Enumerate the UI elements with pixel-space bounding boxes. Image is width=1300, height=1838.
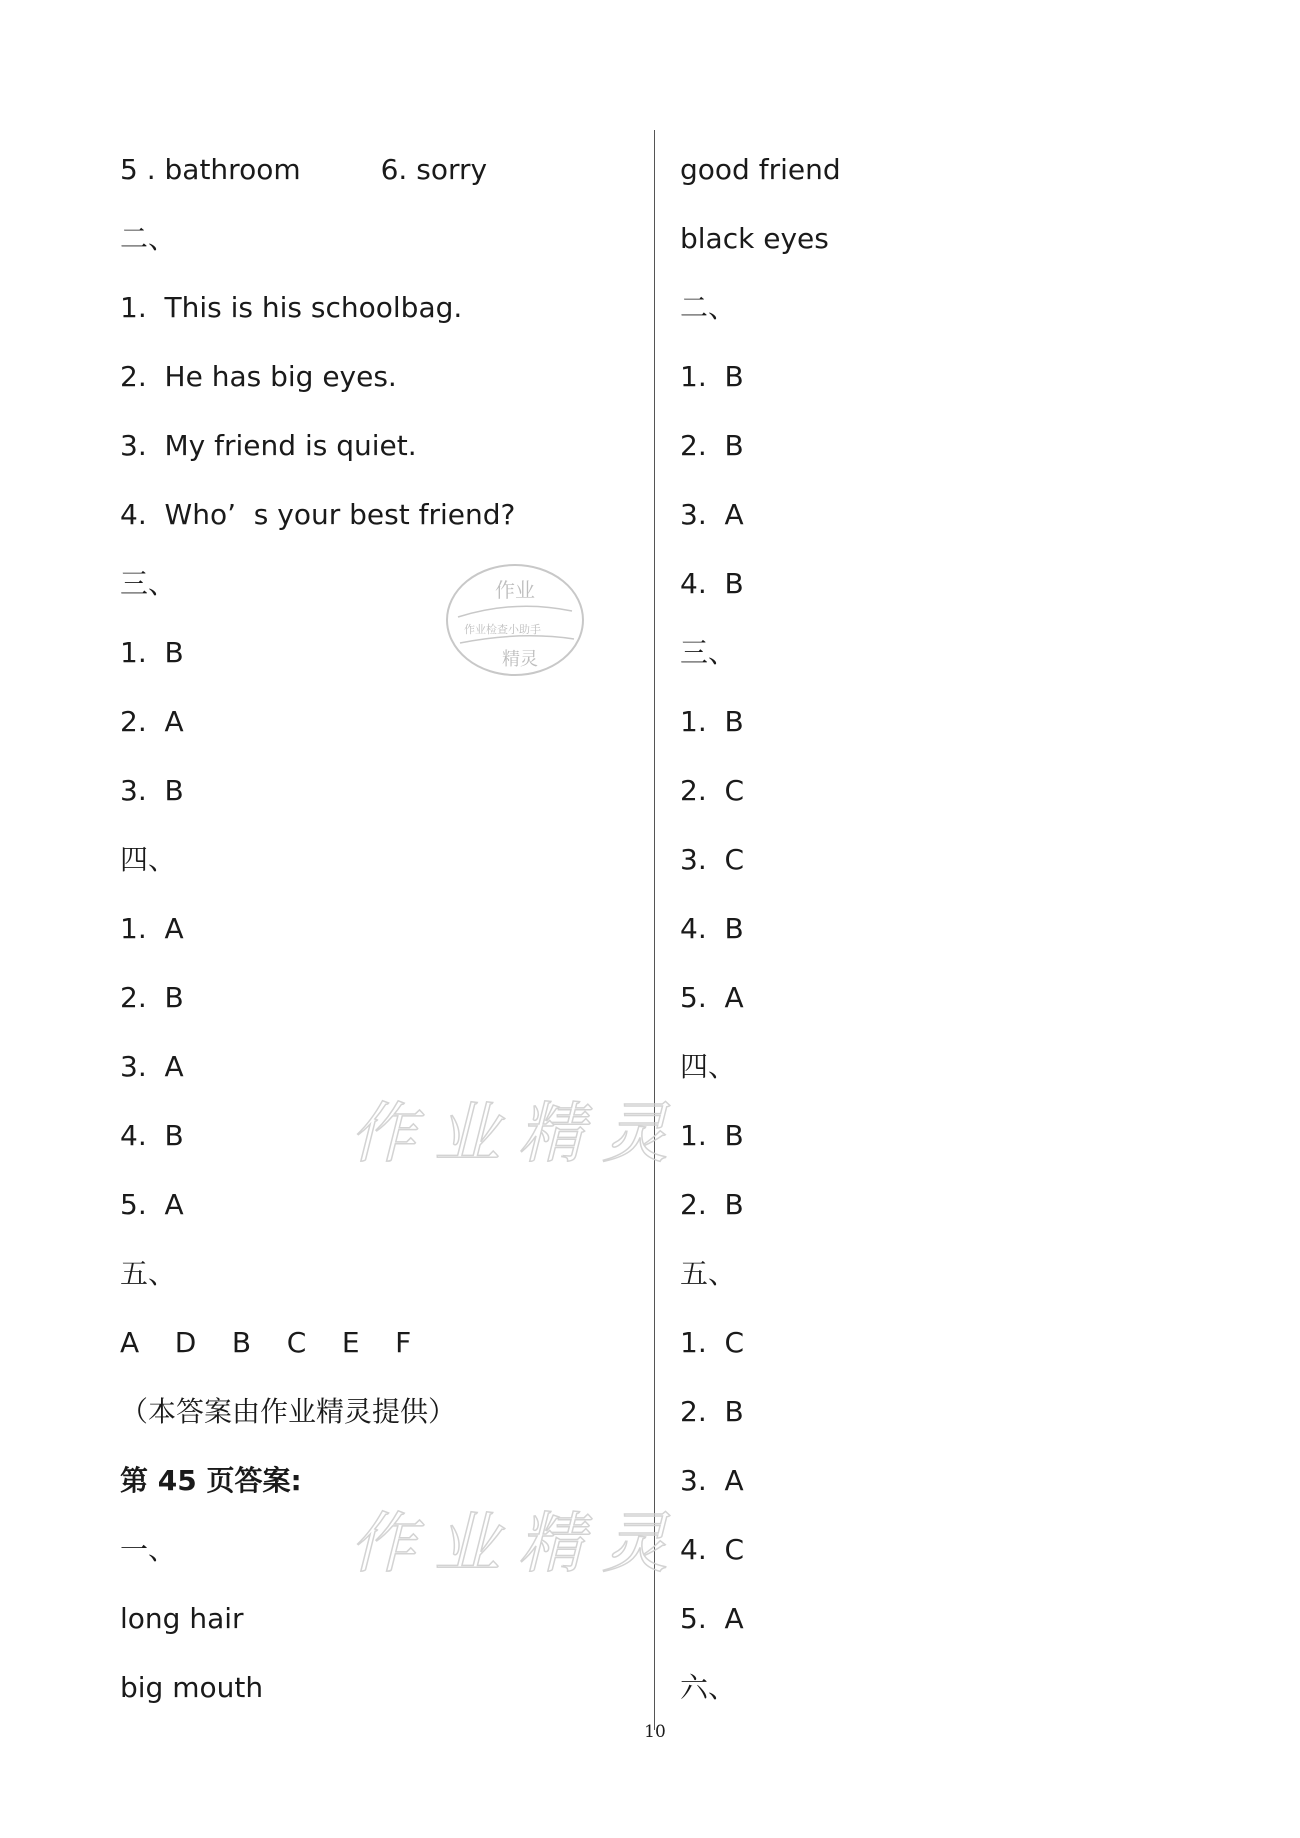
section-heading: 三、 <box>680 636 737 669</box>
answer-line: 2. B <box>120 981 184 1014</box>
left-answer-column <box>120 140 640 1727</box>
answer-line: 4. Who’ s your best friend? <box>120 498 516 531</box>
section-heading: 二、 <box>120 222 177 255</box>
answer-line: 3. B <box>120 774 184 807</box>
section-heading: 四、 <box>680 1050 737 1083</box>
answer-line: 2. He has big eyes. <box>120 360 397 393</box>
answer-line: 1. B <box>680 705 744 738</box>
answer-line: 4. C <box>680 1533 745 1566</box>
section-heading: 五、 <box>680 1257 737 1290</box>
section-heading: 四、 <box>120 843 177 876</box>
stamp-middle-text: 作业检查小助手 <box>464 623 541 636</box>
answer-line: 3. A <box>680 1464 744 1497</box>
answer-line: 2. B <box>680 429 744 462</box>
answer-line: 4. B <box>120 1119 184 1152</box>
section-heading: 二、 <box>680 291 737 324</box>
answer-line: 2. A <box>120 705 184 738</box>
answer-line: 1. A <box>120 912 184 945</box>
stamp-bottom-text: 精灵 <box>502 649 538 670</box>
section-heading: 一、 <box>120 1533 177 1566</box>
section-heading: 五、 <box>120 1257 177 1290</box>
answer-line: 3. A <box>120 1050 184 1083</box>
answer-line: A D B C E F <box>120 1326 412 1359</box>
right-answer-column <box>680 140 1200 1727</box>
answer-line: 3. C <box>680 843 745 876</box>
stamp-band-top <box>458 606 572 617</box>
section-heading: 六、 <box>680 1671 737 1704</box>
answer-line: long hair <box>120 1602 244 1635</box>
answer-item: 6. sorry <box>380 153 488 186</box>
answer-line: 5. A <box>680 1602 744 1635</box>
answer-line: 2. B <box>680 1188 744 1221</box>
answer-line: 1. B <box>680 1119 744 1152</box>
answer-line: 1. This is his schoolbag. <box>120 291 463 324</box>
answer-line: good friend <box>680 153 841 186</box>
answer-line: 5. A <box>680 981 744 1014</box>
answer-line: 3. My friend is quiet. <box>120 429 417 462</box>
answer-line: 4. B <box>680 912 744 945</box>
answer-item: 5 . bathroom <box>120 153 301 186</box>
page-number: 10 <box>644 1722 666 1742</box>
answer-line: 1. B <box>120 636 184 669</box>
answer-line: 4. B <box>680 567 744 600</box>
page-answer-heading: 第 45 页答案: <box>120 1464 302 1497</box>
answer-line: 1. B <box>680 360 744 393</box>
answer-credit: （本答案由作业精灵提供） <box>120 1395 457 1428</box>
section-heading: 三、 <box>120 567 177 600</box>
answer-line: black eyes <box>680 222 829 255</box>
answer-line: 2. C <box>680 774 745 807</box>
stamp-band-bottom <box>460 636 574 643</box>
watermark-text: 作业精灵 <box>350 1505 686 1582</box>
answer-line: 2. B <box>680 1395 744 1428</box>
answer-line: 5. A <box>120 1188 184 1221</box>
answer-line: big mouth <box>120 1671 264 1704</box>
watermark-text: 作业精灵 <box>350 1095 686 1172</box>
answer-line <box>120 140 640 209</box>
answer-line: 1. C <box>680 1326 745 1359</box>
answer-line: 3. A <box>680 498 744 531</box>
watermark-stamp <box>440 555 590 685</box>
stamp-top-text: 作业 <box>495 578 535 602</box>
